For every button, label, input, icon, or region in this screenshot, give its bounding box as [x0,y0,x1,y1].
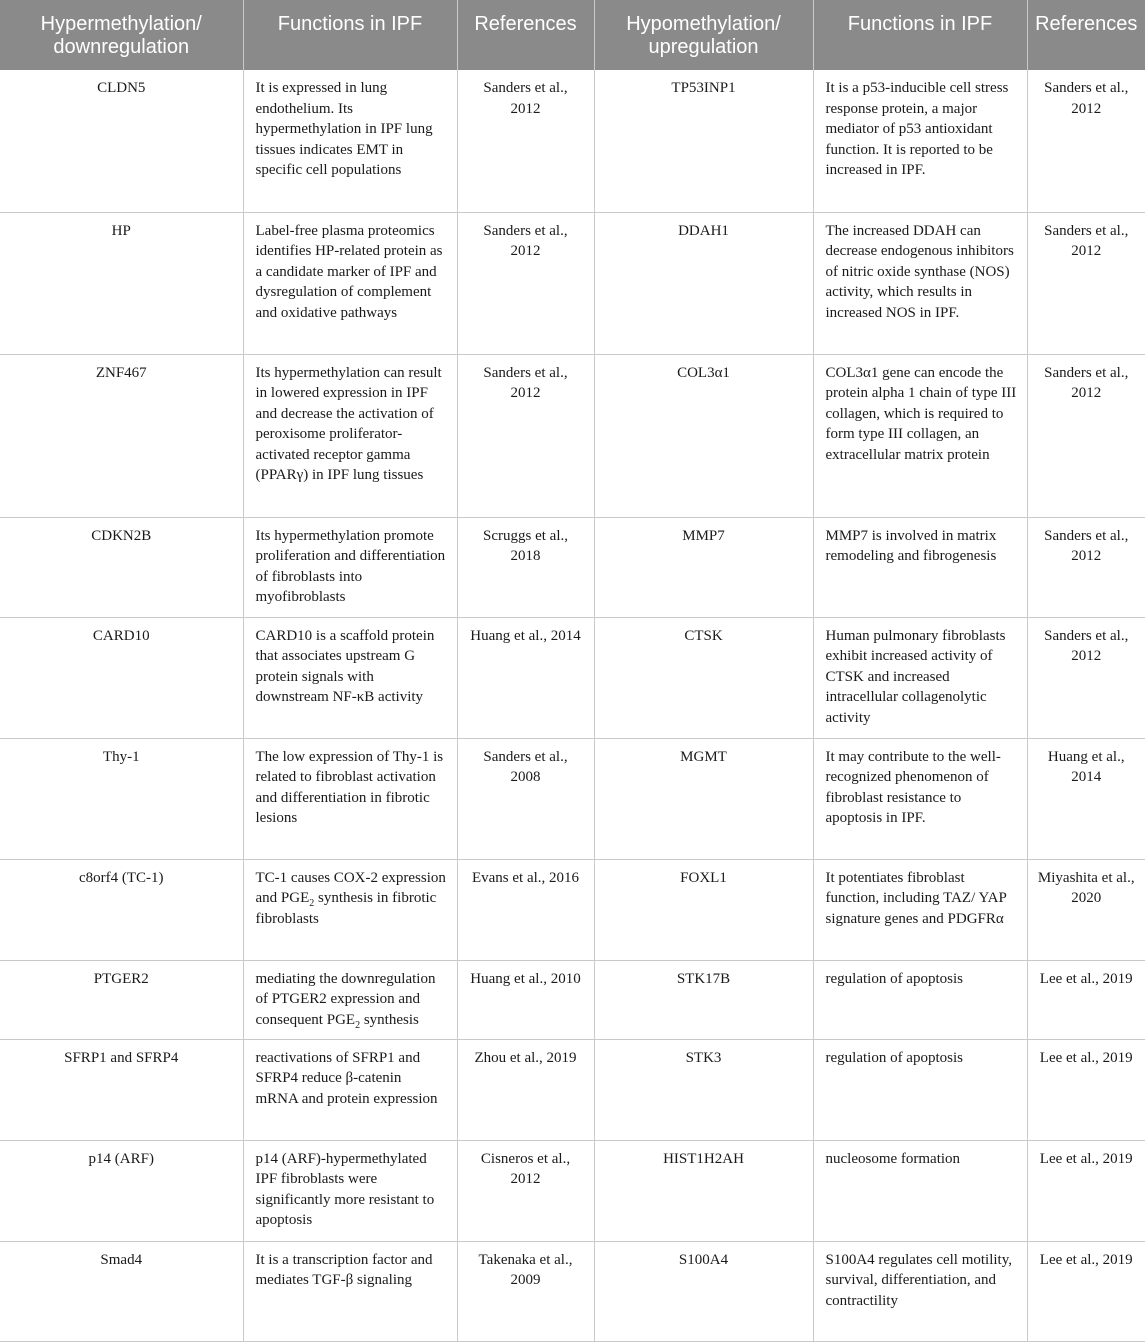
hyper-function-cell [243,859,457,960]
hyper-reference-cell [457,70,594,212]
reference-text: Sanders et al., 2012 [1044,222,1129,260]
hypo-gene-cell: MGMT [594,738,813,859]
hypo-reference-cell [1027,517,1145,617]
table-row [0,1241,1145,1341]
hypo-gene-cell: CTSK [594,617,813,738]
table-row [0,354,1145,517]
reference-text: Zhou et al., 2019 [474,1049,577,1066]
hypo-reference-cell [1027,859,1145,960]
reference-text: Sanders et al., 2012 [483,80,568,117]
table-row [0,617,1145,738]
reference-text: Sanders et al., 2012 [1044,527,1129,565]
reference-text: Lee et al., 2019 [1039,970,1133,987]
reference-text: Lee et al., 2019 [1039,1049,1133,1066]
hyper-reference-cell [457,1039,594,1140]
hypo-gene-cell: STK17B [594,960,813,1039]
hyper-function-cell: Label-free plasma proteomics identifies HP-related protein as a candidate marker of IPF and dysregulation of complement and oxidative pathways [243,212,457,354]
hypo-reference-cell [1027,738,1145,859]
hyper-gene-cell: ZNF467 [0,354,243,517]
hyper-function-cell: reactivations of SFRP1 and SFRP4 reduce β-catenin mRNA and protein expression [243,1039,457,1140]
hyper-reference-cell [457,738,594,859]
reference-text: Scruggs et al., 2018 [483,527,568,565]
hypo-function-cell: It may contribute to the well-recognized phenomenon of fibroblast resistance to apoptosis in IPF. [813,738,1027,859]
table-row [0,1140,1145,1241]
reference-text: Lee et al., 2019 [1039,1251,1133,1268]
hyper-reference-cell [457,212,594,354]
hyper-gene-cell: p14 (ARF) [0,1140,243,1241]
hyper-reference-cell [457,859,594,960]
hyper-function-cell: The low expression of Thy-1 is related to fibroblast activation and differentiation in fibrotic lesions [243,738,457,859]
reference-text: Sanders et al., 2012 [1044,364,1129,402]
header-hypo-references: References [1027,0,1145,70]
hypo-gene-cell: DDAH1 [594,212,813,354]
hyper-reference-cell [457,517,594,617]
table-row [0,1039,1145,1140]
hyper-function-cell: p14 (ARF)-hypermethylated IPF fibroblasts were significantly more resistant to apoptosis [243,1140,457,1241]
hypo-gene-cell: COL3α1 [594,354,813,517]
header-hyper-references: References [457,0,594,70]
hypo-function-cell: The increased DDAH can decrease endogenous inhibitors of nitric oxide synthase (NOS) activity, which results in increased NOS in IPF. [813,212,1027,354]
table-header [0,0,1145,70]
header-hypermethylation: Hypermethylation/ downregulation [0,0,243,70]
hyper-gene-cell: Thy-1 [0,738,243,859]
hyper-gene-cell: PTGER2 [0,960,243,1039]
hypo-reference-cell [1027,70,1145,212]
hypo-reference-cell [1027,1241,1145,1341]
hypo-gene-cell: HIST1H2AH [594,1140,813,1241]
hyper-function-cell: Its hypermethylation can result in lowered expression in IPF and decrease the activation of peroxisome proliferator-activated receptor gamma (PPARγ) in IPF lung tissues [243,354,457,517]
reference-text: Huang et al., 2014 [470,627,581,644]
hypo-function-cell: COL3α1 gene can encode the protein alpha 1 chain of type III collagen, which is required to form type III collagen, an extracellular matrix protein [813,354,1027,517]
hyper-gene-cell: SFRP1 and SFRP4 [0,1039,243,1140]
hypo-gene-cell: TP53INP1 [594,70,813,212]
hypo-function-cell: regulation of apoptosis [813,1039,1027,1140]
hypo-function-cell: nucleosome formation [813,1140,1027,1241]
hypo-gene-cell: STK3 [594,1039,813,1140]
function-text: mediating the downregulation of PTGER2 expression and consequent PGE [255,970,436,1028]
hypo-function-cell: It is a p53-inducible cell stress response protein, a major mediator of p53 antioxidant function. It is reported to be increased in IPF. [813,70,1027,212]
hyper-function-cell: It is a transcription factor and mediates TGF-β signaling [243,1241,457,1341]
hypo-reference-cell [1027,212,1145,354]
function-text: TC-1 causes COX-2 expression and PGE [255,869,446,907]
hypo-reference-cell [1027,354,1145,517]
reference-text: Huang et al., 2010 [470,970,581,987]
hyper-reference-cell [457,1140,594,1241]
subscript-two: 2 [309,898,315,910]
table-row [0,738,1145,859]
reference-text: Sanders et al., 2012 [483,222,568,260]
hypo-gene-cell: MMP7 [594,517,813,617]
hyper-gene-cell: HP [0,212,243,354]
hyper-reference-cell [457,960,594,1039]
hypo-reference-cell [1027,1140,1145,1241]
header-hyper-functions: Functions in IPF [243,0,457,70]
hyper-gene-cell: CDKN2B [0,517,243,617]
hypo-function-cell: MMP7 is involved in matrix remodeling and fibrogenesis [813,517,1027,617]
reference-text: Lee et al., 2019 [1039,1150,1133,1167]
hyper-reference-cell [457,1241,594,1341]
hypo-reference-cell [1027,960,1145,1039]
function-text-end: synthesis in fibrotic fibroblasts [255,890,437,927]
function-text-end: synthesis [360,1011,419,1028]
table-row [0,212,1145,354]
table-body [0,70,1145,1341]
hypo-reference-cell [1027,617,1145,738]
hyper-reference-cell [457,354,594,517]
hyper-function-cell: It is expressed in lung endothelium. Its hypermethylation in IPF lung tissues indicates EMT in specific cell populations [243,70,457,212]
hyper-function-cell: Its hypermethylation promote proliferation and differentiation of fibroblasts into myofibroblasts [243,517,457,617]
reference-text: Huang et al., 2014 [1047,748,1125,786]
header-hypomethylation: Hypomethylation/ upregulation [594,0,813,70]
reference-text: Cisneros et al., 2012 [480,1150,571,1188]
table-row [0,517,1145,617]
reference-text: Sanders et al., 2012 [1044,627,1129,665]
hypo-function-cell: It potentiates fibroblast function, including TAZ/ YAP signature genes and PDGFRα [813,859,1027,960]
hyper-gene-cell: CARD10 [0,617,243,738]
table-row [0,859,1145,960]
header-row [0,0,1145,70]
subscript-two: 2 [355,1019,361,1031]
reference-text: Sanders et al., 2008 [483,748,568,786]
hyper-gene-cell: c8orf4 (TC-1) [0,859,243,960]
hyper-gene-cell: Smad4 [0,1241,243,1341]
table-row [0,960,1145,1039]
hypo-gene-cell: FOXL1 [594,859,813,960]
hypo-gene-cell: S100A4 [594,1241,813,1341]
reference-text: Miyashita et al., 2020 [1037,869,1135,907]
hypo-reference-cell [1027,1039,1145,1140]
header-hypo-functions: Functions in IPF [813,0,1027,70]
hyper-function-cell [243,960,457,1039]
hypo-function-cell: regulation of apoptosis [813,960,1027,1039]
hyper-gene-cell: CLDN5 [0,70,243,212]
hypo-function-cell: S100A4 regulates cell motility, survival, differentiation, and contractility [813,1241,1027,1341]
reference-text: Evans et al., 2016 [471,869,580,886]
reference-text: Sanders et al., 2012 [483,364,568,402]
hyper-reference-cell [457,617,594,738]
hypo-function-cell: Human pulmonary fibroblasts exhibit increased activity of CTSK and increased intracellular collagenolytic activity [813,617,1027,738]
hyper-function-cell: CARD10 is a scaffold protein that associates upstream G protein signals with downstream NF-κB activity [243,617,457,738]
table-row [0,70,1145,212]
reference-text: Takenaka et al., 2009 [478,1251,573,1289]
reference-text: Sanders et al., 2012 [1044,80,1129,117]
